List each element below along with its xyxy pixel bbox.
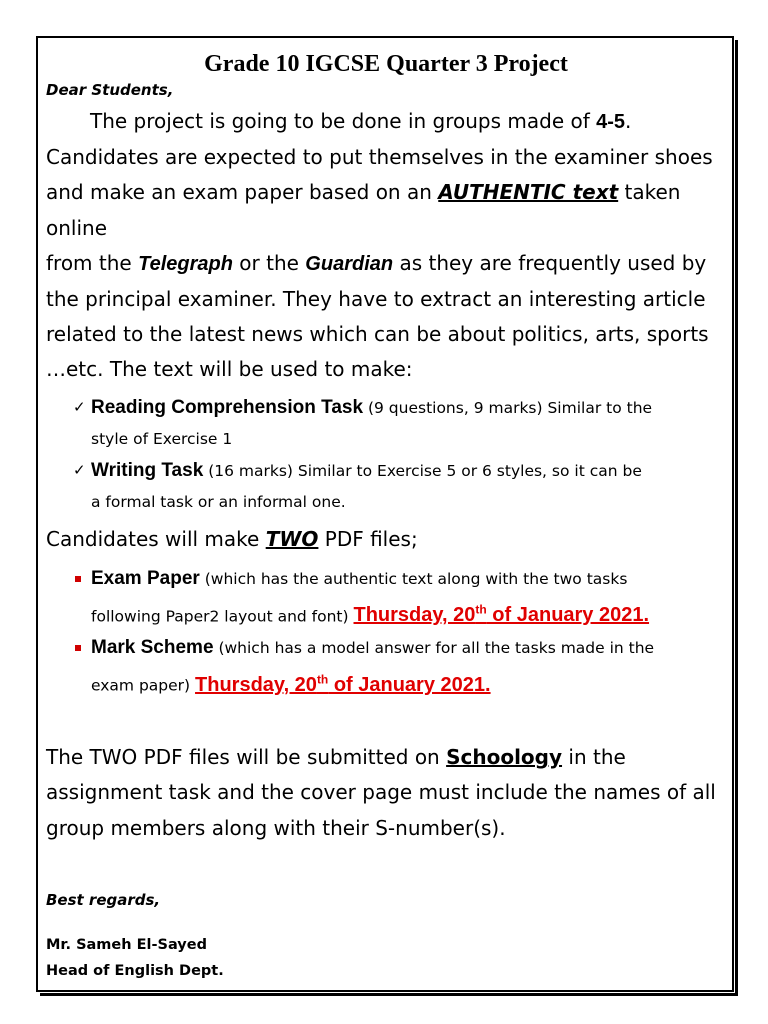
intro-text: . — [625, 109, 632, 133]
intro-text: or the — [232, 250, 306, 275]
intro-paragraph — [46, 104, 726, 388]
task-detail: (9 questions, 9 marks) Similar to the — [363, 398, 653, 417]
files-intro — [46, 522, 726, 557]
square-bullet-icon — [75, 645, 81, 651]
submission-paragraph — [46, 740, 726, 846]
greeting: Dear Students, — [46, 81, 174, 99]
file-detail: (which has the authentic text along with the two tasks — [199, 569, 628, 588]
closing: Best regards, — [46, 890, 161, 909]
file-label: Exam Paper — [91, 567, 200, 589]
list-item — [73, 455, 726, 518]
intro-text: as they are frequently used by — [393, 250, 707, 275]
deadline-text: Thursday, 20 — [195, 674, 317, 697]
signature-role: Head of English Dept. — [46, 962, 224, 979]
deadline-suffix: th — [475, 602, 487, 617]
file-list — [46, 563, 726, 702]
file-detail: (which has a model answer for all the tasks made in the — [213, 639, 655, 658]
square-bullet-icon — [75, 576, 81, 582]
task-list — [46, 392, 726, 518]
document-content — [46, 42, 726, 984]
intro-text: The project is going to be done in groups made of — [90, 109, 597, 133]
submission-text: in the — [562, 745, 626, 770]
task-detail: style of Exercise 1 — [91, 429, 233, 448]
task-label: Writing Task — [91, 459, 204, 481]
telegraph-source: Telegraph — [138, 252, 233, 275]
deadline-text: Thursday, 20 — [353, 604, 476, 627]
list-item — [82, 632, 726, 702]
signature-block — [46, 932, 726, 984]
deadline-suffix: th — [316, 672, 329, 687]
files-text: Candidates will make — [46, 526, 266, 551]
file-detail: following Paper2 layout and font) — [91, 607, 354, 626]
intro-text: taken online — [46, 180, 681, 240]
deadline-date — [195, 674, 491, 696]
deadline-text: of January 2021. — [328, 674, 491, 697]
intro-text: related to the latest news which can be about politics, arts, sports — [46, 322, 709, 347]
intro-text: the principal examiner. They have to extract an interesting article — [46, 287, 706, 312]
two-emphasis: TWO — [265, 526, 319, 551]
submission-text: The TWO PDF files will be submitted on — [46, 745, 447, 770]
task-label: Reading Comprehension Task — [91, 396, 364, 418]
file-label: Mark Scheme — [91, 637, 214, 659]
submission-text: assignment task and the cover page must include the names of all — [46, 780, 716, 805]
intro-text: from the — [46, 250, 139, 275]
file-detail: exam paper) — [91, 677, 196, 696]
task-detail: a formal task or an informal one. — [91, 492, 346, 511]
task-detail: (16 marks) Similar to Exercise 5 or 6 styles, so it can be — [203, 461, 642, 480]
intro-text: Candidates are expected to put themselves in the examiner shoes — [46, 145, 713, 170]
authentic-text-emphasis: AUTHENTIC text — [438, 180, 619, 205]
signature-name: Mr. Sameh El-Sayed — [46, 936, 207, 953]
intro-text: and make an exam paper based on an — [46, 180, 439, 205]
checkmark-icon: ✓ — [73, 397, 86, 416]
deadline-date — [354, 604, 650, 626]
document-title: Grade 10 IGCSE Quarter 3 Project — [204, 51, 568, 77]
list-item — [73, 392, 726, 455]
list-item — [82, 563, 726, 633]
deadline-text: of January 2021. — [486, 604, 650, 627]
checkmark-icon: ✓ — [73, 460, 86, 479]
guardian-source: Guardian — [305, 252, 394, 275]
submission-text: group members along with their S-number(s). — [46, 815, 506, 840]
platform-name: Schoology — [446, 745, 563, 770]
group-size: 4-5 — [596, 111, 626, 133]
intro-text: …etc. The text will be used to make: — [46, 357, 413, 382]
files-text: PDF files; — [318, 526, 418, 551]
